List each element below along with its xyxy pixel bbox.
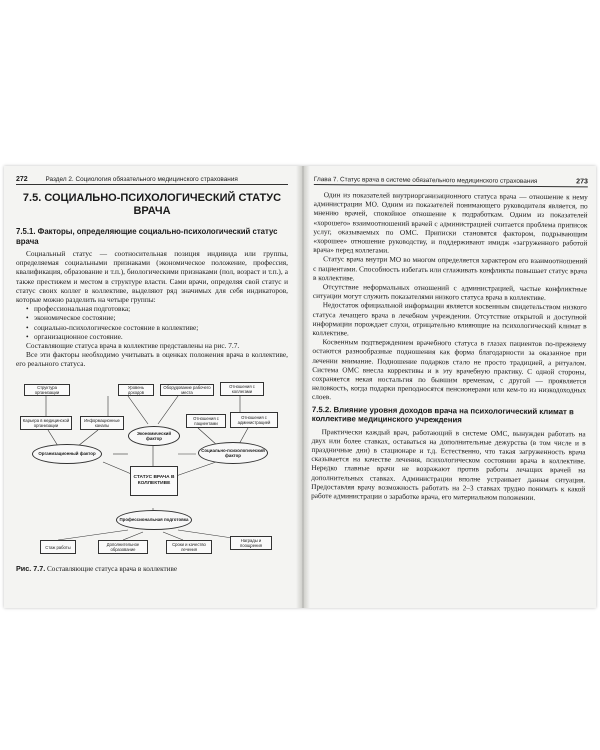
paragraph: Косвенным подтверждением врачебного статуса в глазах пациентов по-прежнему остаются разнообразные подношения как форма благодарности за оказанное при лечении внимание. Подношение подарков стало не просто традицией, а ритуалом. Система ОМС внесла коррективы и в эту врачебную практику. С одной стороны, сохраняется некая ностальгия по бывшим временам, с другой — проявляется неловкость, когда подарки преподносятся пенсионерами или кем-то из низкодоходных слоев. xyxy=(311,337,587,402)
left-page xyxy=(4,166,296,608)
caption-label: Рис. 7.7. xyxy=(16,564,46,573)
status-diagram xyxy=(18,384,288,556)
ellipse-organizational: Организационный фактор xyxy=(32,444,102,464)
box-education: Дополнительное образование xyxy=(98,540,148,554)
subsection-heading: 7.5.1. Факторы, определяющие социально-психологический статус врача xyxy=(16,227,278,246)
ellipse-sociopsych: Социально-психологический фактор xyxy=(198,442,268,464)
paragraph: Составляющие статуса врача в коллективе представлены на рис. 7.7. xyxy=(26,341,240,351)
box-center-status: СТАТУС ВРАЧА В КОЛЛЕКТИВЕ xyxy=(130,466,178,496)
page-number: 273 xyxy=(576,178,588,186)
box-patients: Отношения с пациентами xyxy=(186,414,226,428)
ellipse-professional: Профессиональная подготовка xyxy=(116,510,192,530)
list-item: • социально-психологическое состояние в коллективе; xyxy=(34,323,288,332)
subsection-heading: 7.5.2. Влияние уровня доходов врача на психологический климат в коллективе медицинского учреждения xyxy=(311,404,574,425)
paragraph: Один из показателей внутриорганизационного статуса врача — отношение к нему администрации МО. Одним из показателей понимающего руководителя является, по мнению врачей, спокойное отношение к подработкам. Одним из показателей «хорошего» взаимоотношений врачей с администрацией считается проблема приписок услуг, оказываемых по ОМС. Приписки становятся фактором, подрывающим «хорошее» отношение руководству, и поддерживают имидж «загруженного работой врача» перед коллегами. xyxy=(313,190,588,255)
book-spread xyxy=(4,166,596,608)
list-item: • экономическое состояние; xyxy=(34,313,288,322)
box-structure: Структура организации xyxy=(24,384,70,396)
running-header-right xyxy=(314,176,588,187)
paragraph: Социальный статус — соотносительная позиция индивида или группы, определяемая социальными признаками (экономическое положение, профессия, квалификация, образование и т.п.), биологическими признаками (пол, возраст и т.п.), а также престижем и местом в структуре власти. Сами врачи, определяя свой статус и статус своих коллег в коллективе, выделяют ряд значимых для себя индикаторов, которые можно разделить на четыре группы: xyxy=(16,249,288,305)
paragraph: Недостаток официальной информации является косвенным свидетельством низкого статуса лечащего врача в лечебном учреждении. Отсутствие открытой и доступной информации порождает слухи, отрицательно влияющие на психологический климат в коллективе. xyxy=(312,300,587,338)
box-income: Уровень доходов xyxy=(118,384,154,396)
paragraph: Статус врача внутри МО во многом определяется характером его взаимоотношений с пациентами. Способность избегать или сглаживать конфликты повышает статус врача в коллективе. xyxy=(312,254,588,283)
right-body xyxy=(311,190,588,503)
factor-list xyxy=(16,304,288,341)
box-info-channels: Информационные каналы xyxy=(80,416,124,430)
box-experience: Стаж работы xyxy=(40,540,76,554)
section-heading: 7.5. СОЦИАЛЬНО-ПСИХОЛОГИЧЕСКИЙ СТАТУС ВРАЧА xyxy=(22,192,282,217)
running-header-text: Глава 7. Статус врача в системе обязательного медицинского страхования xyxy=(313,176,538,185)
caption-text: Составляющие статуса врача в коллективе xyxy=(47,565,178,573)
box-treatment: Сроки и качество лечения xyxy=(166,540,212,554)
paragraph: Все эти факторы необходимо учитывать в оценках положения врача в коллективе, его реального статуса. xyxy=(16,350,288,369)
left-body xyxy=(16,224,288,369)
box-career: Карьера в медицинской организации xyxy=(20,416,72,430)
list-item: • организационное состояние. xyxy=(34,332,288,341)
box-workplace: Оборудование рабочего места xyxy=(160,384,214,396)
box-administration: Отношения с администрацией xyxy=(230,412,278,428)
running-header-left xyxy=(16,176,288,185)
figure-caption xyxy=(16,564,288,573)
ellipse-economic: Экономический фактор xyxy=(128,426,180,446)
running-header-text: Раздел 2. Социология обязательного медицинского страхования xyxy=(45,176,238,183)
box-awards: Награды и поощрения xyxy=(230,536,272,550)
list-item: • профессиональная подготовка; xyxy=(34,304,288,313)
page-number: 272 xyxy=(16,176,28,183)
box-colleagues: Отношения с коллегами xyxy=(220,382,264,396)
right-page xyxy=(306,166,596,608)
paragraph: Практически каждый врач, работающий в системе ОМС, вынужден работать на двух или более ставках, оставаться на дополнительные дежурства (в том числе и в праздничные дни) в стационаре и т.д. Естественно, что такая загруженность врача сказывается на качестве лечения, психологическом состоянии врача в коллективе. Нередко главные врачи не возражают против работы лечащих врачей на дополнительных ставках. Администрации вполне устраивает данная ситуация. Предоставляя врачу возможность работать на 2–3 ставках трудно понимать к какой работе администрации о заработке врача, его материальном положении. xyxy=(311,426,586,503)
paragraph: Отсутствие неформальных отношений с администрацией, частые конфликтные ситуации могут служить показателями низкого статуса врача в коллективе. xyxy=(312,282,587,303)
